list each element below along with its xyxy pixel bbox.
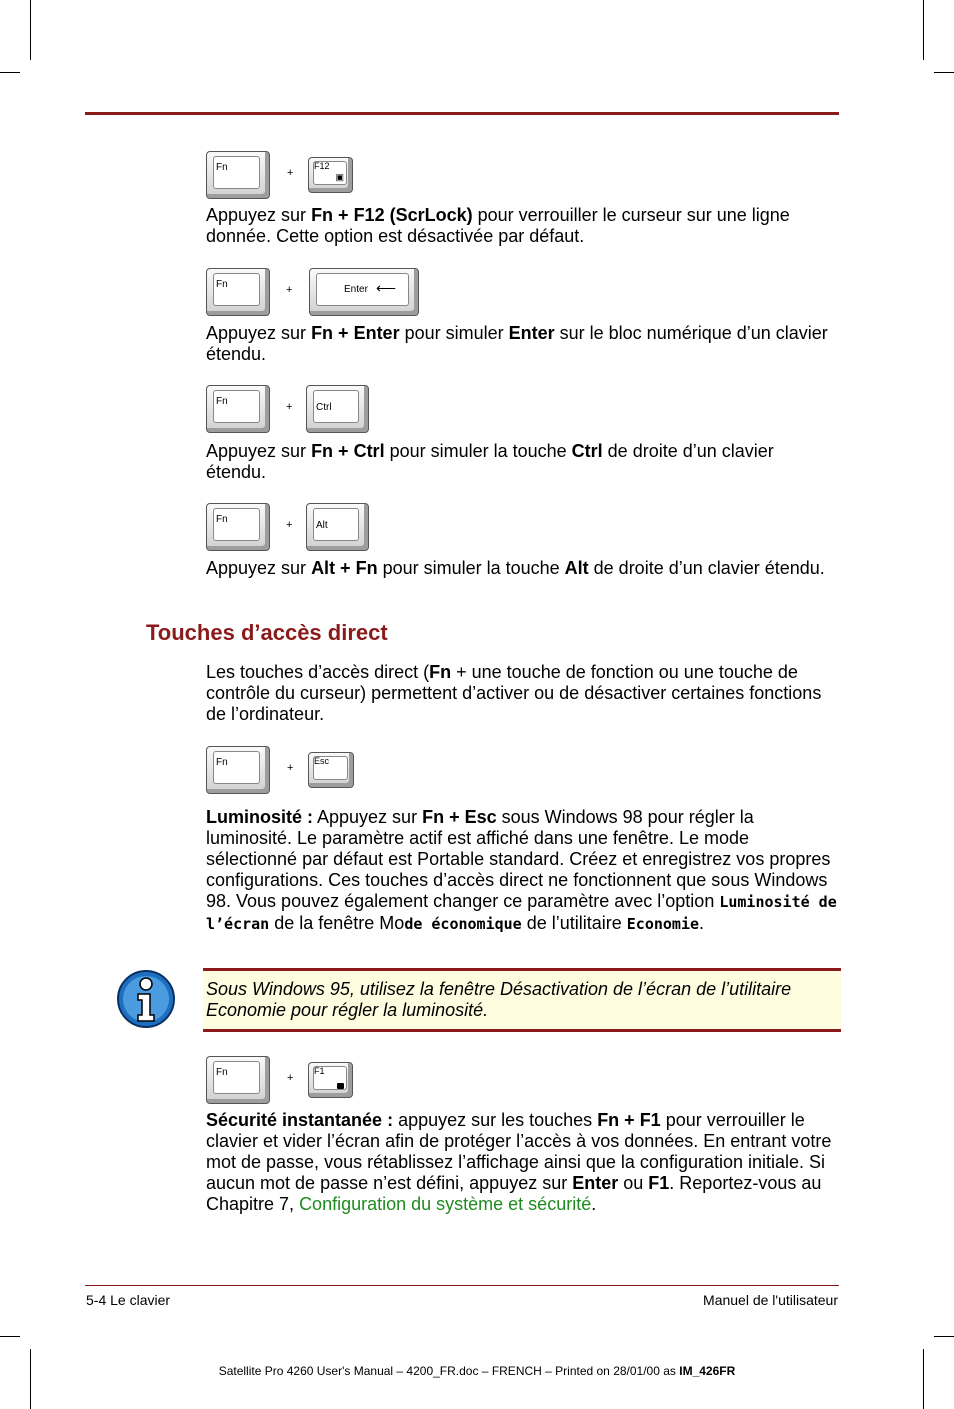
paragraph-alt-fn: Appuyez sur Alt + Fn pour simuler la touche Alt de droite d’un clavier étendu. — [206, 558, 825, 578]
fn-key: Fn — [206, 746, 270, 794]
paragraph-intro: Les touches d’accès direct (Fn + une touche de fonction ou une touche de contrôle du curseur) permettent d’activer ou de désactiver certaines fonctions de l’ordinateur. — [206, 662, 822, 724]
print-info: Satellite Pro 4260 User's Manual – 4200_FR.doc – FRENCH – Printed on 28/01/00 as IM_426FR — [218, 1364, 736, 1378]
footer-rule — [85, 1285, 839, 1286]
crop-mark — [923, 1349, 924, 1409]
plus-sign: + — [286, 401, 293, 413]
crop-mark — [30, 0, 31, 60]
f12-key: F12 ▣ — [308, 157, 353, 193]
crop-mark — [0, 72, 20, 73]
paragraph-security: Sécurité instantanée : appuyez sur les touches Fn + F1 pour verrouiller le clavier et vider l’écran afin de protéger l’accès à vos données. En entrant votre mot de passe, vous rétablissez l’affichage ainsi que la configuration initiale. Si aucun mot de passe n’est défini, appuyez sur Enter ou F1. Reportez-vous au Chapitre 7, Configuration du système et sécurité. — [206, 1110, 832, 1214]
paragraph-fn-f12: Appuyez sur Fn + F12 (ScrLock) pour verrouiller le curseur sur une ligne donnée. Cette option est désactivée par défaut. — [206, 205, 790, 246]
enter-key: Enter ⟵ — [309, 268, 419, 316]
esc-key: Esc — [308, 752, 354, 788]
fn-key: Fn — [206, 1056, 270, 1104]
f1-key: F1 — [308, 1062, 353, 1098]
crop-mark — [934, 72, 954, 73]
fn-key: Fn — [206, 385, 270, 433]
paragraph-brightness: Luminosité : Appuyez sur Fn + Esc sous Windows 98 pour régler la luminosité. Le paramètre actif est affiché dans une fenêtre. Le mode sélectionné par défaut est Portable standard. Créez et enregistrez vos propres configurations. Ces touches d’accès direct ne fonctionnent que sous Windows 98. Vous pouvez également changer ce paramètre avec l’option Luminosité de l’écran de la fenêtre Mode économique de l’utilitaire Economie. — [206, 807, 837, 933]
plus-sign: + — [287, 1072, 294, 1084]
crop-mark — [923, 0, 924, 60]
plus-sign: + — [287, 762, 294, 774]
key-combo-alt-fn — [206, 503, 376, 551]
plus-sign: + — [286, 284, 293, 296]
footer-left: 5-4 Le clavier — [86, 1292, 171, 1308]
chapter-7-link[interactable]: Configuration du système et sécurité — [299, 1194, 592, 1214]
header-rule — [85, 112, 839, 115]
key-combo-fn-esc — [206, 746, 366, 794]
paragraph-fn-enter: Appuyez sur Fn + Enter pour simuler Enter sur le bloc numérique d’un clavier étendu. — [206, 323, 828, 364]
plus-sign: + — [287, 167, 294, 179]
key-combo-fn-f12 — [206, 151, 366, 199]
note-text: Sous Windows 95, utilisez la fenêtre Désactivation de l’écran de l’utilitaire Economie pour régler la luminosité. — [206, 979, 792, 1020]
fn-key: Fn — [206, 503, 270, 551]
footer-right: Manuel de l'utilisateur — [703, 1292, 838, 1308]
fn-key: Fn — [206, 151, 270, 199]
fn-key: Fn — [206, 268, 270, 316]
plus-sign: + — [286, 519, 293, 531]
ctrl-key: Ctrl — [306, 385, 369, 433]
paragraph-fn-ctrl: Appuyez sur Fn + Ctrl pour simuler la touche Ctrl de droite d’un clavier étendu. — [206, 441, 774, 482]
key-combo-fn-enter — [206, 268, 426, 316]
lock-icon — [337, 1083, 344, 1089]
key-combo-fn-f1 — [206, 1056, 366, 1104]
scroll-lock-icon: ▣ — [335, 172, 344, 182]
return-arrow-icon: ⟵ — [376, 280, 397, 296]
note-box — [203, 968, 841, 1032]
crop-mark — [0, 1336, 20, 1337]
alt-key: Alt — [306, 503, 369, 551]
crop-mark — [30, 1349, 31, 1409]
info-icon — [116, 970, 176, 1028]
crop-mark — [934, 1336, 954, 1337]
key-combo-fn-ctrl — [206, 385, 376, 433]
section-title: Touches d’accès direct — [146, 620, 388, 645]
